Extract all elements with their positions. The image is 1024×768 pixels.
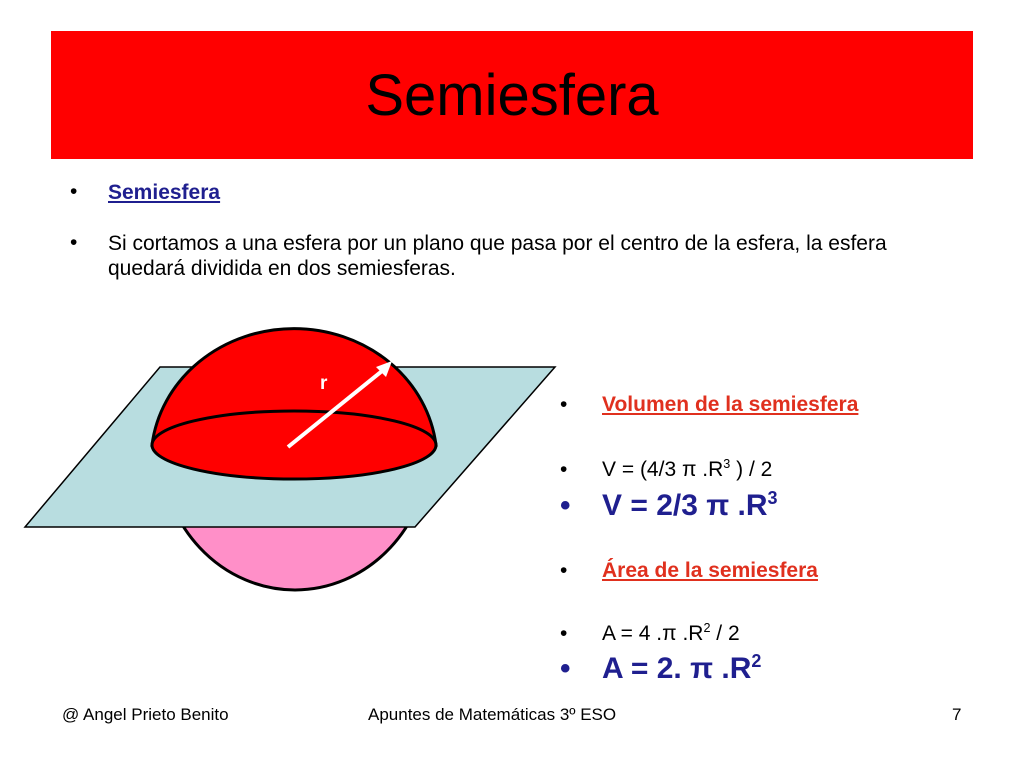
bullet-icon: • <box>560 489 571 522</box>
area-result: A = 2. π $.R^2$ <box>602 651 762 685</box>
equator-ellipse <box>152 411 436 479</box>
section-link[interactable]: Semiesfera <box>108 181 221 204</box>
bullet-icon: • <box>560 559 568 582</box>
area-formula-row <box>560 621 740 646</box>
page-number: 7 <box>952 705 962 724</box>
radius-label: r <box>320 373 328 394</box>
area-heading-row <box>560 559 818 583</box>
title-bar <box>51 31 973 159</box>
description-text: Si cortamos a una esfera por un plano que pasa por el centro de la esfera, la esfera quedará dividida en dos semiesferas. <box>108 232 887 280</box>
volume-heading[interactable]: Volumen de la semiesfera <box>602 393 859 416</box>
bullet-icon: • <box>70 231 78 254</box>
footer-author: @ Angel Prieto Benito <box>62 705 229 724</box>
volume-result-row <box>560 488 778 523</box>
volume-formula-row <box>560 457 772 482</box>
bullet-icon: • <box>560 652 571 685</box>
volume-formula: V = (4/3 π $.R^3$ ) / 2 <box>602 457 773 481</box>
bullet-item <box>70 180 910 205</box>
bullet-icon: • <box>70 180 78 203</box>
hemisphere-figure <box>20 305 565 605</box>
bullet-icon: • <box>560 458 568 481</box>
area-result-row <box>560 651 761 686</box>
footer-course: Apuntes de Matemáticas 3º ESO <box>368 705 617 724</box>
area-heading[interactable]: Área de la semiesfera <box>602 559 818 582</box>
volume-heading-row <box>560 393 858 417</box>
bullet-icon: • <box>560 622 568 645</box>
volume-result: V = 2/3 π $.R^3$ <box>602 488 778 522</box>
intro-bullets <box>70 180 910 281</box>
slide-title: Semiesfera <box>365 62 659 128</box>
area-formula: A = 4 .π $.R^2 / 2$ <box>602 621 740 645</box>
bullet-item <box>70 231 910 281</box>
bullet-icon: • <box>560 393 568 416</box>
